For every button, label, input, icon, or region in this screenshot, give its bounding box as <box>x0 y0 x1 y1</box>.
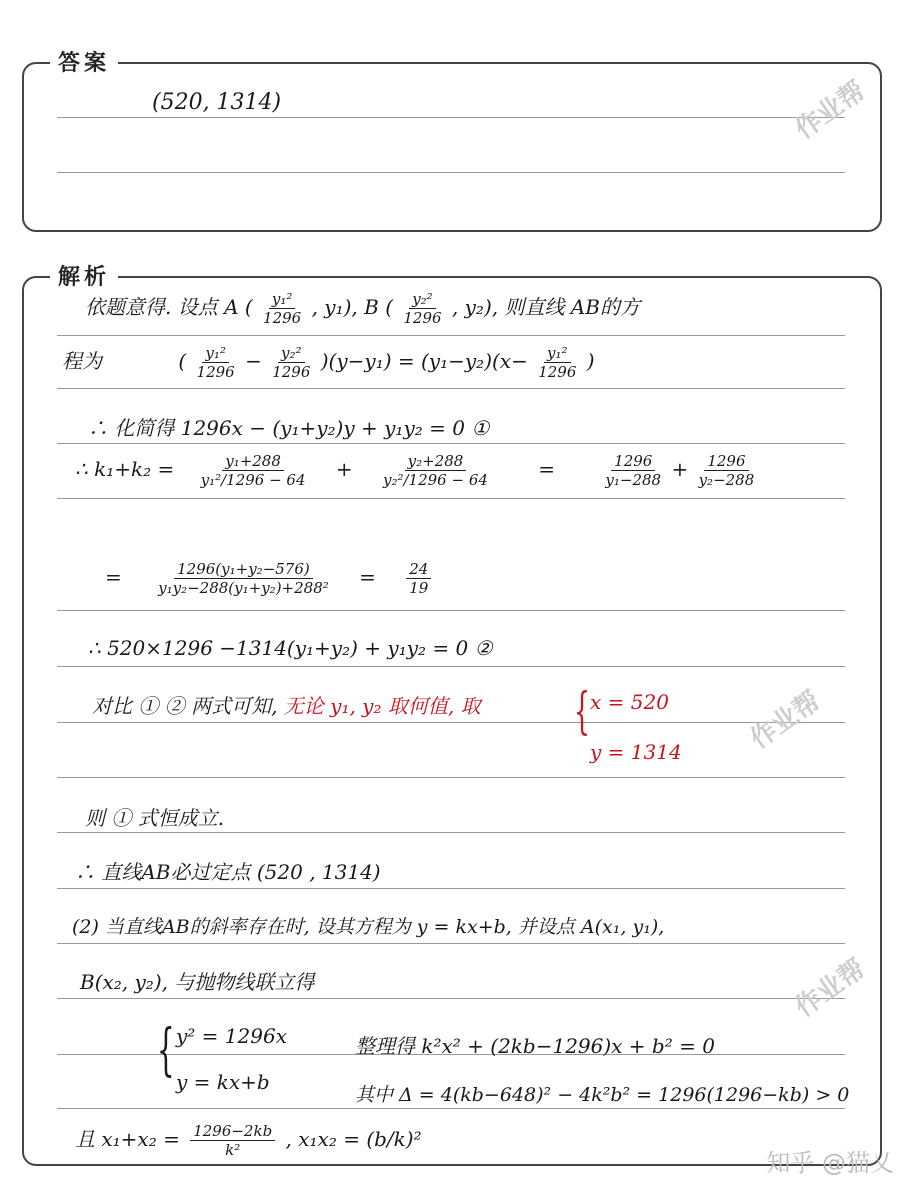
ruled-line <box>57 388 845 389</box>
system-y: y = 1314 <box>590 740 682 764</box>
ruled-line <box>57 443 845 444</box>
text: + <box>671 457 689 481</box>
analysis-heading: 解析 <box>50 260 118 291</box>
line-3: ∴ 化简得 1296x − (y₁+y₂)y + y₁y₂ = 0 ① <box>88 416 490 440</box>
ruled-line <box>57 888 845 889</box>
text: , x₁x₂ = (b/k)² <box>285 1127 422 1151</box>
text: − <box>245 349 262 373</box>
ruled-line <box>57 610 845 611</box>
fraction: $\frac{1296}{\text{y₂−288}}$ <box>698 452 755 489</box>
text: + <box>335 457 353 481</box>
ruled-line <box>57 832 845 833</box>
line-7 <box>92 690 481 719</box>
fraction: $\frac{\text{1296(y₁+y₂−576)}}{\text{y₁y₂−288(y₁+y₂)+288²}}$ <box>158 560 329 597</box>
system-x: x = 520 <box>590 690 669 714</box>
ruled-line <box>57 172 845 173</box>
ruled-line <box>57 666 845 667</box>
ruled-line <box>57 722 845 723</box>
ruled-line <box>57 335 845 336</box>
text: ∴ k₁+k₂ = <box>75 457 175 481</box>
text: )(y−y₁) = (y₁−y₂)(x− <box>320 349 528 373</box>
brace: { <box>156 1018 175 1083</box>
ruled-line <box>57 943 845 944</box>
fraction: $\frac{\text{y₁+288}}{\text{y₁²/1296 − 64}}$ <box>200 452 306 489</box>
fraction: $\frac{\text{y₁²}}{1296}$ <box>538 344 577 381</box>
ruled-line <box>57 777 845 778</box>
text: 无论 y₁, y₂ 取何值, 取 <box>283 694 481 718</box>
answer-heading: 答案 <box>50 46 118 77</box>
line-13a: y = kx+b <box>176 1070 270 1094</box>
line-4 <box>75 452 758 489</box>
line-1 <box>85 290 640 327</box>
text: 程为 <box>62 349 102 373</box>
text: , y₂), 则直线 AB的方 <box>451 295 640 319</box>
ruled-line <box>57 998 845 999</box>
watermark: 作业帮 <box>789 75 871 146</box>
line-14 <box>75 1122 422 1159</box>
fraction: $\frac{24}{19}$ <box>406 560 431 597</box>
text: = <box>538 457 556 481</box>
line-12a: y² = 1296x <box>176 1024 287 1048</box>
fraction: $\frac{\text{y₁²}}{1296}$ <box>196 344 235 381</box>
text: = <box>105 565 122 589</box>
line-2 <box>62 344 595 381</box>
line-12b: 整理得 k²x² + (2kb−1296)x + b² = 0 <box>355 1034 715 1058</box>
answer-box <box>22 62 882 232</box>
text: ) <box>586 349 595 373</box>
fraction: $\frac{\text{y₂²}}{1296}$ <box>272 344 311 381</box>
fraction: $\frac{1296}{\text{y₁−288}}$ <box>605 452 662 489</box>
ruled-line <box>57 498 845 499</box>
text: 对比 ① ② 两式可知, <box>92 694 278 718</box>
watermark: 作业帮 <box>744 685 826 756</box>
fraction: $\frac{\text{y₂²}}{1296}$ <box>403 290 442 327</box>
text: = <box>359 565 376 589</box>
text: 且 x₁+x₂ = <box>75 1127 180 1151</box>
credit-text: 知乎 @猫乂 <box>766 1149 894 1177</box>
text: ( <box>178 349 187 373</box>
text: , y₁), B ( <box>311 295 393 319</box>
text: 依题意得. 设点 A ( <box>85 295 253 319</box>
line-10: (2) 当直线AB的斜率存在时, 设其方程为 y = kx+b, 并设点 A(x₁, y₁), <box>72 916 665 938</box>
line-8: 则 ① 式恒成立. <box>85 806 225 830</box>
line-11: B(x₂, y₂), 与抛物线联立得 <box>80 970 315 994</box>
fraction: $\frac{\text{y₂+288}}{\text{y₂²/1296 − 64}}$ <box>383 452 488 489</box>
watermark: 作业帮 <box>789 953 871 1024</box>
fraction: $\frac{1296-2kb}{\text{k²}}$ <box>190 1122 275 1159</box>
ruled-line <box>57 117 845 118</box>
line-13b: 其中 Δ = 4(kb−648)² − 4k²b² = 1296(1296−kb) > 0 <box>355 1084 850 1106</box>
line-9: ∴ 直线AB必过定点 (520 , 1314) <box>75 860 381 884</box>
ruled-line <box>57 1108 845 1109</box>
answer-text: (520, 1314) <box>152 90 282 115</box>
fraction: $\frac{\text{y₁²}}{1296}$ <box>263 290 302 327</box>
line-6: ∴ 520×1296 −1314(y₁+y₂) + y₁y₂ = 0 ② <box>88 636 493 660</box>
line-5 <box>105 560 435 597</box>
brace: { <box>573 682 590 740</box>
